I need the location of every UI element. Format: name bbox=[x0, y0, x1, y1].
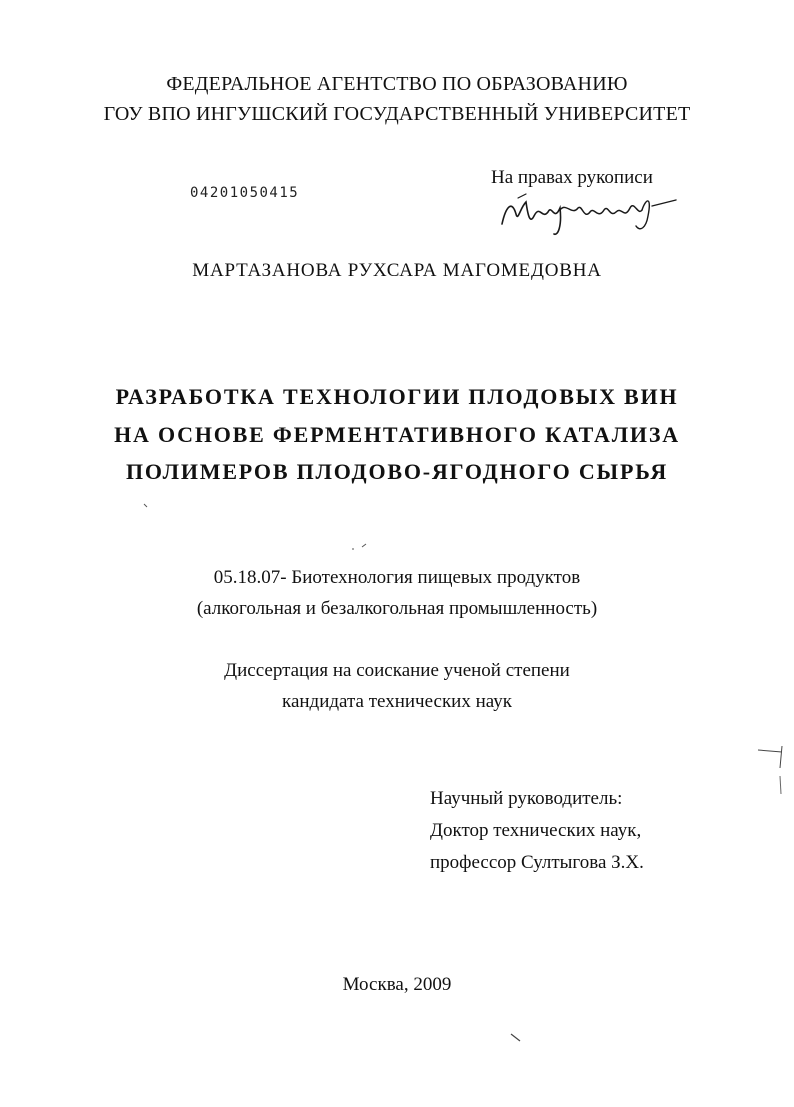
title-line-1: РАЗРАБОТКА ТЕХНОЛОГИИ ПЛОДОВЫХ ВИН bbox=[115, 384, 679, 409]
university-heading: ГОУ ВПО ИНГУШСКИЙ ГОСУДАРСТВЕННЫЙ УНИВЕРСИТЕТ bbox=[103, 103, 691, 125]
scan-speck-mark bbox=[348, 540, 372, 554]
supervisor-degree: Доктор технических наук, bbox=[430, 820, 642, 841]
scan-speck-mark bbox=[508, 1030, 528, 1046]
author-signature-image bbox=[496, 186, 680, 238]
place-year: Москва, 2009 bbox=[342, 974, 452, 995]
manuscript-rights-label: На правах рукописи bbox=[491, 167, 653, 188]
title-line-2: НА ОСНОВЕ ФЕРМЕНТАТИВНОГО КАТАЛИЗА bbox=[114, 422, 680, 447]
registration-number: 04201050415 bbox=[190, 185, 300, 201]
degree-line-2: кандидата технических наук bbox=[282, 691, 512, 712]
supervisor-label: Научный руководитель: bbox=[430, 788, 623, 809]
supervisor-name: профессор Султыгова З.Х. bbox=[430, 852, 644, 873]
degree-line-1: Диссертация на соискание ученой степени bbox=[224, 660, 570, 681]
title-line-3: ПОЛИМЕРОВ ПЛОДОВО-ЯГОДНОГО СЫРЬЯ bbox=[125, 459, 669, 484]
author-name: МАРТАЗАНОВА РУХСАРА МАГОМЕДОВНА bbox=[192, 260, 602, 281]
agency-heading: ФЕДЕРАЛЬНОЕ АГЕНТСТВО ПО ОБРАЗОВАНИЮ bbox=[166, 73, 628, 95]
specialty-line-1: 05.18.07- Биотехнология пищевых продуктов bbox=[213, 567, 581, 588]
specialty-line-2: (алкогольная и безалкогольная промышленность) bbox=[196, 598, 598, 619]
scan-speck-mark bbox=[140, 500, 152, 512]
scan-edge-mark bbox=[756, 742, 788, 802]
